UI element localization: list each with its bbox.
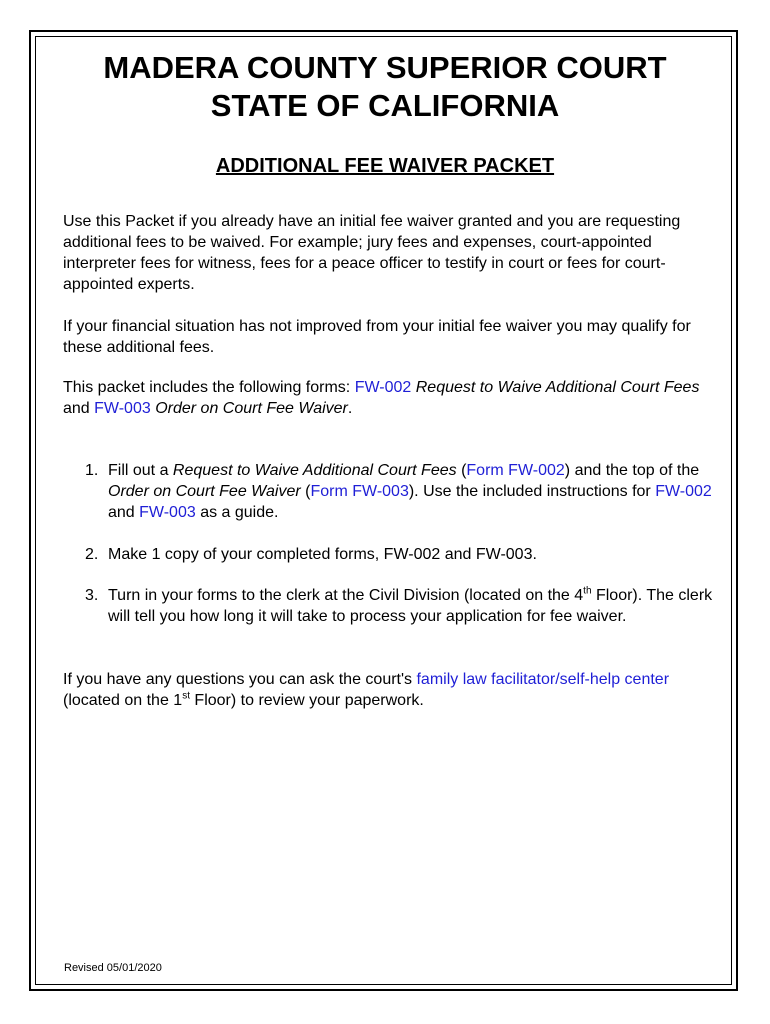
forms-prefix: This packet includes the following forms: xyxy=(63,379,355,396)
step-text-part: Turn in your forms to the clerk at the Civil Division (located on the 4 xyxy=(108,587,584,604)
state-title: STATE OF CALIFORNIA xyxy=(210,88,560,123)
packet-title: ADDITIONAL FEE WAIVER PACKET xyxy=(215,155,555,177)
step-text-part: and xyxy=(108,504,140,521)
self-help-center-link[interactable]: family law facilitator/self-help center xyxy=(416,671,670,688)
fw002-link[interactable]: FW-002 xyxy=(354,379,412,396)
ordinal-suffix: th xyxy=(583,585,592,597)
step-form-title: Request to Waive Additional Court Fees xyxy=(172,462,457,479)
list-item xyxy=(63,544,713,565)
instructions-fw002-link[interactable]: FW-002 xyxy=(655,483,712,500)
questions-paragraph xyxy=(63,669,713,711)
fw003-title: Order on Court Fee Waiver xyxy=(155,400,348,417)
step-text-part: ( xyxy=(300,483,311,500)
step-text-part: as a guide. xyxy=(195,504,279,521)
forms-end: . xyxy=(347,400,353,417)
step-text: Make 1 copy of your completed forms, FW-002 and FW-003. xyxy=(108,546,537,563)
ordinal-suffix: st xyxy=(182,690,190,702)
step-text-part: ). Use the included instructions for xyxy=(408,483,656,500)
fw003-link[interactable]: FW-003 xyxy=(94,400,151,417)
list-item xyxy=(63,460,713,523)
list-item xyxy=(63,585,713,627)
step-text-part: Fill out a xyxy=(108,462,173,479)
step-number: 3. xyxy=(85,587,99,604)
qualify-paragraph: If your financial situation has not improved from your initial fee waiver you may qualify for these additional fees. xyxy=(63,318,691,356)
revision-date: Revised 05/01/2020 xyxy=(64,962,162,974)
forms-and: and xyxy=(63,400,95,417)
step-text-part: ( xyxy=(456,462,467,479)
step-form-title: Order on Court Fee Waiver xyxy=(108,483,301,500)
step-number: 2. xyxy=(85,546,99,563)
step-text xyxy=(108,460,713,523)
step-text-part: Floor). The clerk will tell you how long it will take to process your application for fee waiver. xyxy=(108,587,713,625)
fw002-title: Request to Waive Additional Court Fees xyxy=(415,379,700,396)
instructions-fw003-link[interactable]: FW-003 xyxy=(139,504,196,521)
intro-paragraph: Use this Packet if you already have an initial fee waiver granted and you are requesting additional fees to be waived. For example; jury fees and expenses, court-appointed interpreter fees for witness, fees for a peace officer to testify in court or fees for court-appointed experts. xyxy=(63,213,681,293)
forms-paragraph xyxy=(63,377,713,419)
questions-text: Floor) to review your paperwork. xyxy=(189,692,424,709)
step-number: 1. xyxy=(85,462,99,479)
form-fw002-link[interactable]: Form FW-002 xyxy=(466,462,565,479)
step-text-part: ) and the top of the xyxy=(564,462,700,479)
step-text xyxy=(108,585,713,627)
questions-text: If you have any questions you can ask the court's xyxy=(63,671,417,688)
questions-text: (located on the 1 xyxy=(63,692,183,709)
form-fw003-link[interactable]: Form FW-003 xyxy=(310,483,409,500)
court-title: MADERA COUNTY SUPERIOR COURT xyxy=(103,50,667,85)
